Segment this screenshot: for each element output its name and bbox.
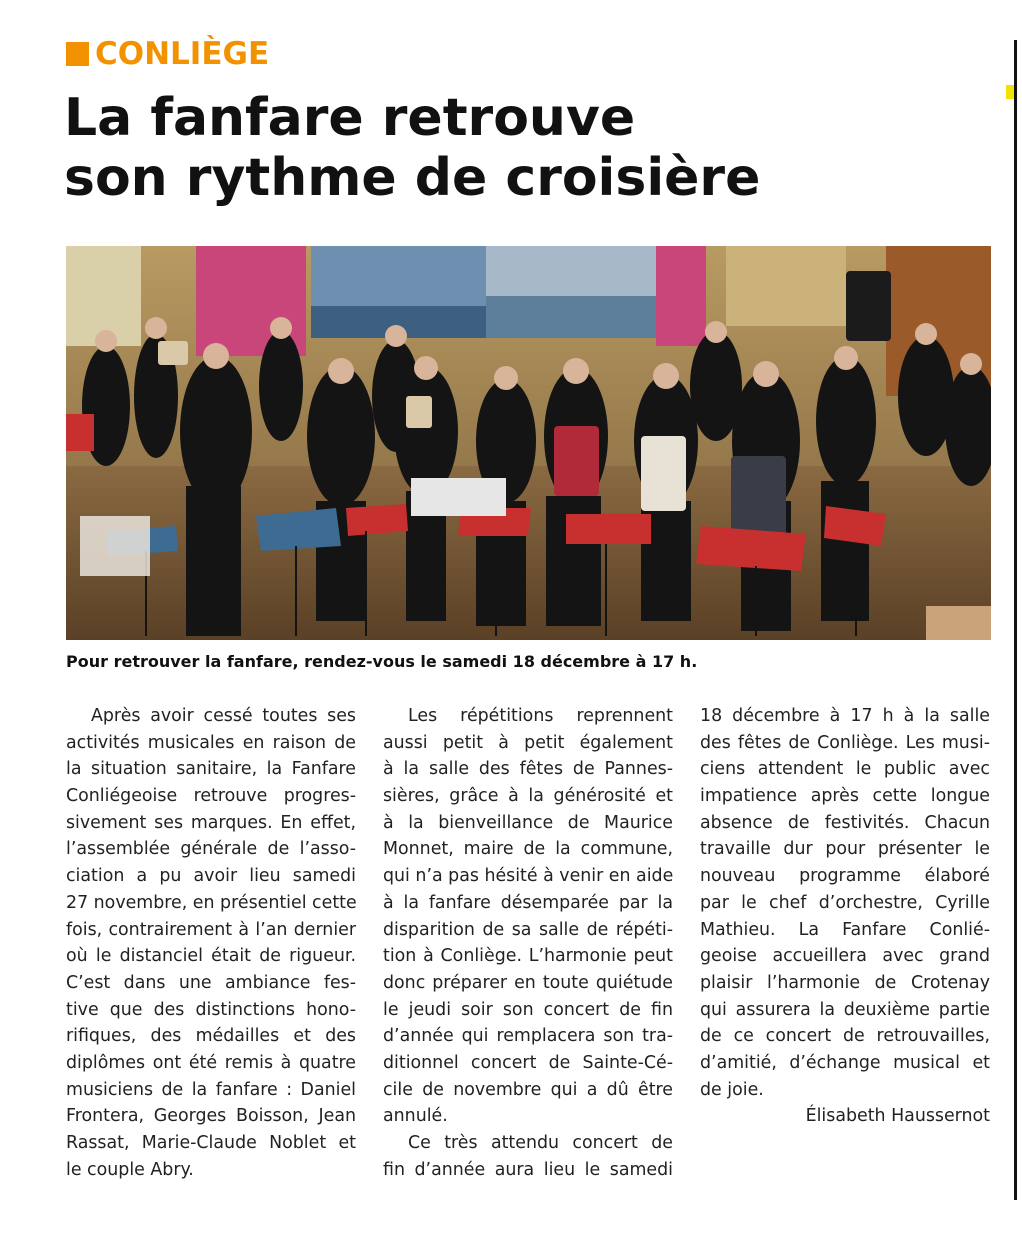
text-line: diplômes ont été remis à quatre bbox=[66, 1052, 356, 1073]
text-line: Frontera, Georges Boisson, Jean bbox=[66, 1106, 356, 1127]
text-line: nouveau programme élaboré bbox=[700, 866, 990, 887]
rubric-label: CONLIÈGE bbox=[95, 36, 270, 72]
text-line: l’assemblée générale de l’asso- bbox=[66, 839, 356, 860]
text-line: Conliégeoise retrouve progres- bbox=[66, 786, 356, 807]
text-line: 27 novembre, en présentiel cette bbox=[66, 892, 357, 913]
article-column-3 bbox=[700, 703, 990, 1130]
headline-line-2: son rythme de croisière bbox=[64, 148, 761, 208]
page-edge-marker bbox=[1006, 85, 1014, 99]
text-line: annulé. bbox=[383, 1106, 448, 1127]
text-line: donc préparer en toute quiétude bbox=[383, 972, 673, 993]
text-line: sivement ses marques. En effet, bbox=[66, 812, 356, 833]
text-line: activités musicales en raison de bbox=[66, 732, 356, 753]
text-line: impatience après cette longue bbox=[700, 786, 990, 807]
text-line: plaisir l’harmonie de Crotenay bbox=[700, 972, 990, 993]
text-line: des fêtes de Conliège. Les musi- bbox=[700, 732, 990, 753]
text-line: ciation a pu avoir lieu samedi bbox=[66, 866, 356, 887]
text-line: qui n’a pas hésité à venir en aide bbox=[383, 866, 674, 887]
text-line: fin d’année aura lieu le samedi bbox=[383, 1159, 673, 1180]
text-line: aussi petit à petit également bbox=[383, 732, 673, 753]
text-line: musiciens de la fanfare : Daniel bbox=[66, 1079, 356, 1100]
text-line: Ce très attendu concert de bbox=[408, 1133, 673, 1153]
text-line: ciens attendent le public avec bbox=[700, 759, 990, 780]
article-column-2 bbox=[383, 703, 673, 1183]
headline bbox=[64, 88, 964, 208]
article-column-1 bbox=[66, 703, 356, 1183]
headline-line-1: La fanfare retrouve bbox=[64, 88, 636, 148]
text-line: Mathieu. La Fanfare Conlié- bbox=[700, 919, 990, 940]
band-photo bbox=[66, 246, 991, 640]
text-line: tion à Conliège. L’harmonie peut bbox=[383, 946, 673, 967]
text-line: 18 décembre à 17 h à la salle bbox=[700, 706, 990, 726]
text-line: Les répétitions reprennent bbox=[408, 706, 673, 726]
text-line: travaille dur pour présenter le bbox=[700, 839, 990, 860]
rubric-square-icon bbox=[66, 42, 89, 66]
text-line: où le distanciel était de rigueur. bbox=[66, 946, 356, 967]
section-rubric bbox=[66, 36, 269, 72]
text-line: ditionnel concert de Sainte-Cé- bbox=[383, 1052, 673, 1073]
text-line: à la bienveillance de Maurice bbox=[383, 812, 673, 833]
text-line: la situation sanitaire, la Fanfare bbox=[66, 759, 356, 780]
text-line: d’année qui remplacera son tra- bbox=[383, 1026, 673, 1047]
text-line: Rassat, Marie-Claude Noblet et bbox=[66, 1133, 356, 1153]
article-author: Élisabeth Haussernot bbox=[805, 1106, 990, 1127]
text-line: sières, grâce à la générosité et bbox=[383, 786, 673, 807]
text-line: par le chef d’orchestre, Cyrille bbox=[700, 892, 990, 913]
text-line: à la salle des fêtes de Pannes- bbox=[383, 759, 673, 780]
text-line: tive que des distinctions hono- bbox=[66, 999, 356, 1020]
text-line: Après avoir cessé toutes ses bbox=[91, 706, 356, 726]
band-photo-illustration bbox=[66, 246, 991, 640]
text-line: rifiques, des médailles et des bbox=[66, 1026, 356, 1047]
text-line: qui assurera la deuxième partie bbox=[700, 999, 990, 1020]
text-line: de joie. bbox=[700, 1079, 764, 1100]
text-line: cile de novembre qui a dû être bbox=[383, 1079, 673, 1100]
text-line: disparition de sa salle de répéti- bbox=[383, 919, 673, 940]
text-line: de ce concert de retrouvailles, bbox=[700, 1026, 990, 1047]
text-line: C’est dans une ambiance fes- bbox=[66, 972, 356, 993]
text-line: le couple Abry. bbox=[66, 1159, 194, 1180]
photo-caption: Pour retrouver la fanfare, rendez-vous le samedi 18 décembre à 17 h. bbox=[66, 652, 698, 671]
text-line: à la fanfare désemparée par la bbox=[383, 892, 673, 913]
text-line: fois, contrairement à l’an dernier bbox=[66, 919, 356, 940]
text-line: absence de festivités. Chacun bbox=[700, 812, 990, 833]
text-line: geoise accueillera avec grand bbox=[700, 946, 990, 967]
text-line: d’amitié, d’échange musical et bbox=[700, 1052, 990, 1073]
text-line: Monnet, maire de la commune, bbox=[383, 839, 673, 860]
text-line: le jeudi soir son concert de fin bbox=[383, 999, 673, 1020]
page-edge-rule bbox=[1014, 40, 1017, 1200]
